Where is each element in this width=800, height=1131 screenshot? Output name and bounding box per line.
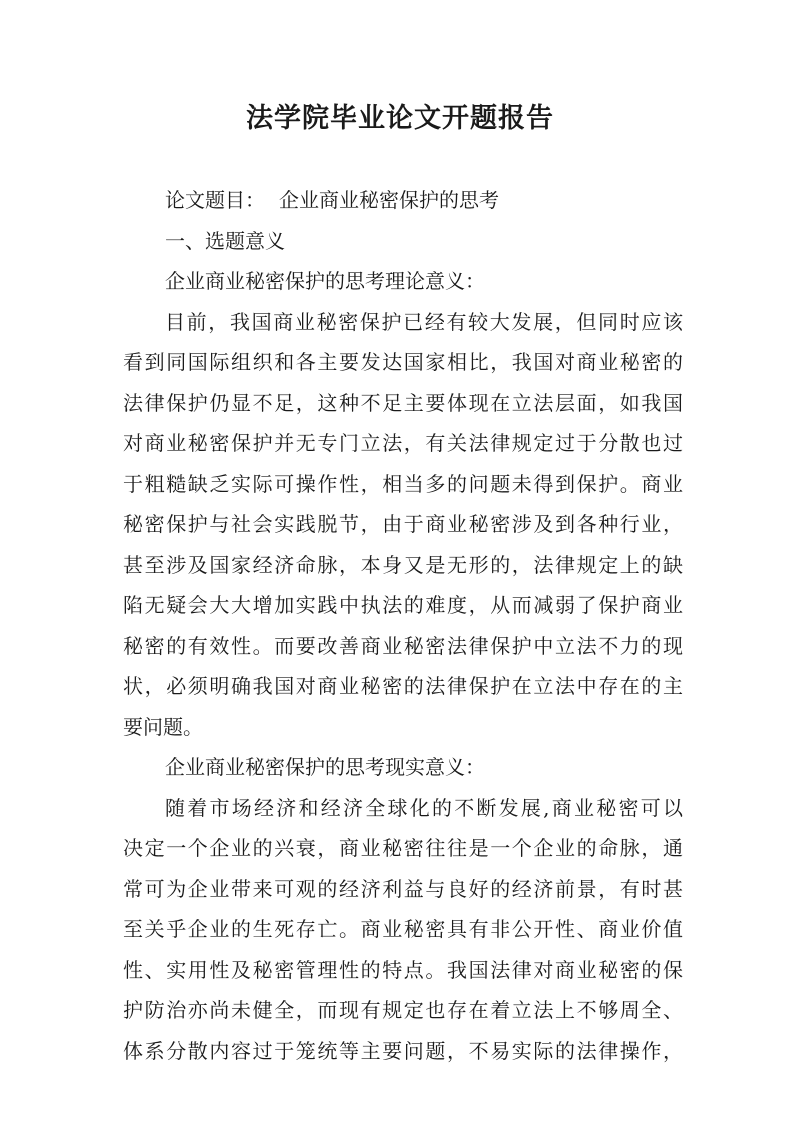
- paragraph-line: 护防治亦尚未健全，而现有规定也存在着立法上不够周全、: [123, 998, 683, 1022]
- paragraph-line: 对商业秘密保护并无专门立法，有关法律规定过于分散也过: [123, 431, 683, 455]
- paragraph-line: 状，必须明确我国对商业秘密的法律保护在立法中存在的主: [123, 674, 683, 698]
- document-body: [123, 180, 683, 1071]
- thesis-topic-value: 企业商业秘密保护的思考: [279, 188, 499, 212]
- practical-significance-heading: 企业商业秘密保护的思考现实意义：: [165, 755, 485, 779]
- theory-significance-heading: 企业商业秘密保护的思考理论意义：: [165, 269, 485, 293]
- document-title: 法学院毕业论文开题报告: [246, 103, 554, 134]
- paragraph-line: 要问题。: [123, 714, 203, 739]
- theory-paragraph: [123, 302, 683, 748]
- paragraph-line: 决定一个企业的兴衰，商业秘密往往是一个企业的命脉，通: [123, 836, 683, 860]
- paragraph-line: 甚至涉及国家经济命脉，本身又是无形的，法律规定上的缺: [123, 552, 683, 577]
- paragraph-line: 随着市场经济和经济全球化的不断发展,商业秘密可以: [165, 795, 683, 820]
- paragraph-line: 至关乎企业的生死存亡。商业秘密具有非公开性、商业价值: [123, 917, 683, 941]
- paragraph-line: 陷无疑会大大增加实践中执法的难度，从而减弱了保护商业: [123, 593, 683, 617]
- paragraph-line: 目前，我国商业秘密保护已经有较大发展，但同时应该: [165, 309, 683, 334]
- paragraph-line: 体系分散内容过于笼统等主要问题，不易实际的法律操作，: [123, 1038, 683, 1063]
- paragraph-line: 性、实用性及秘密管理性的特点。我国法律对商业秘密的保: [123, 957, 683, 982]
- section-heading-significance: 一、选题意义: [165, 228, 285, 253]
- practical-paragraph: [123, 788, 683, 1072]
- thesis-topic-line: [123, 180, 683, 221]
- paragraph-line: 看到同国际组织和各主要发达国家相比，我国对商业秘密的: [123, 350, 683, 374]
- paragraph-line: 法律保护仍显不足，这种不足主要体现在立法层面，如我国: [123, 390, 683, 415]
- thesis-topic-label: 论文题目：: [165, 188, 265, 212]
- paragraph-line: 常可为企业带来可观的经济利益与良好的经济前景，有时甚: [123, 876, 683, 901]
- paragraph-line: 于粗糙缺乏实际可操作性，相当多的问题未得到保护。商业: [123, 471, 683, 496]
- paragraph-line: 秘密保护与社会实践脱节，由于商业秘密涉及到各种行业，: [123, 512, 683, 536]
- paragraph-line: 秘密的有效性。而要改善商业秘密法律保护中立法不力的现: [123, 633, 683, 658]
